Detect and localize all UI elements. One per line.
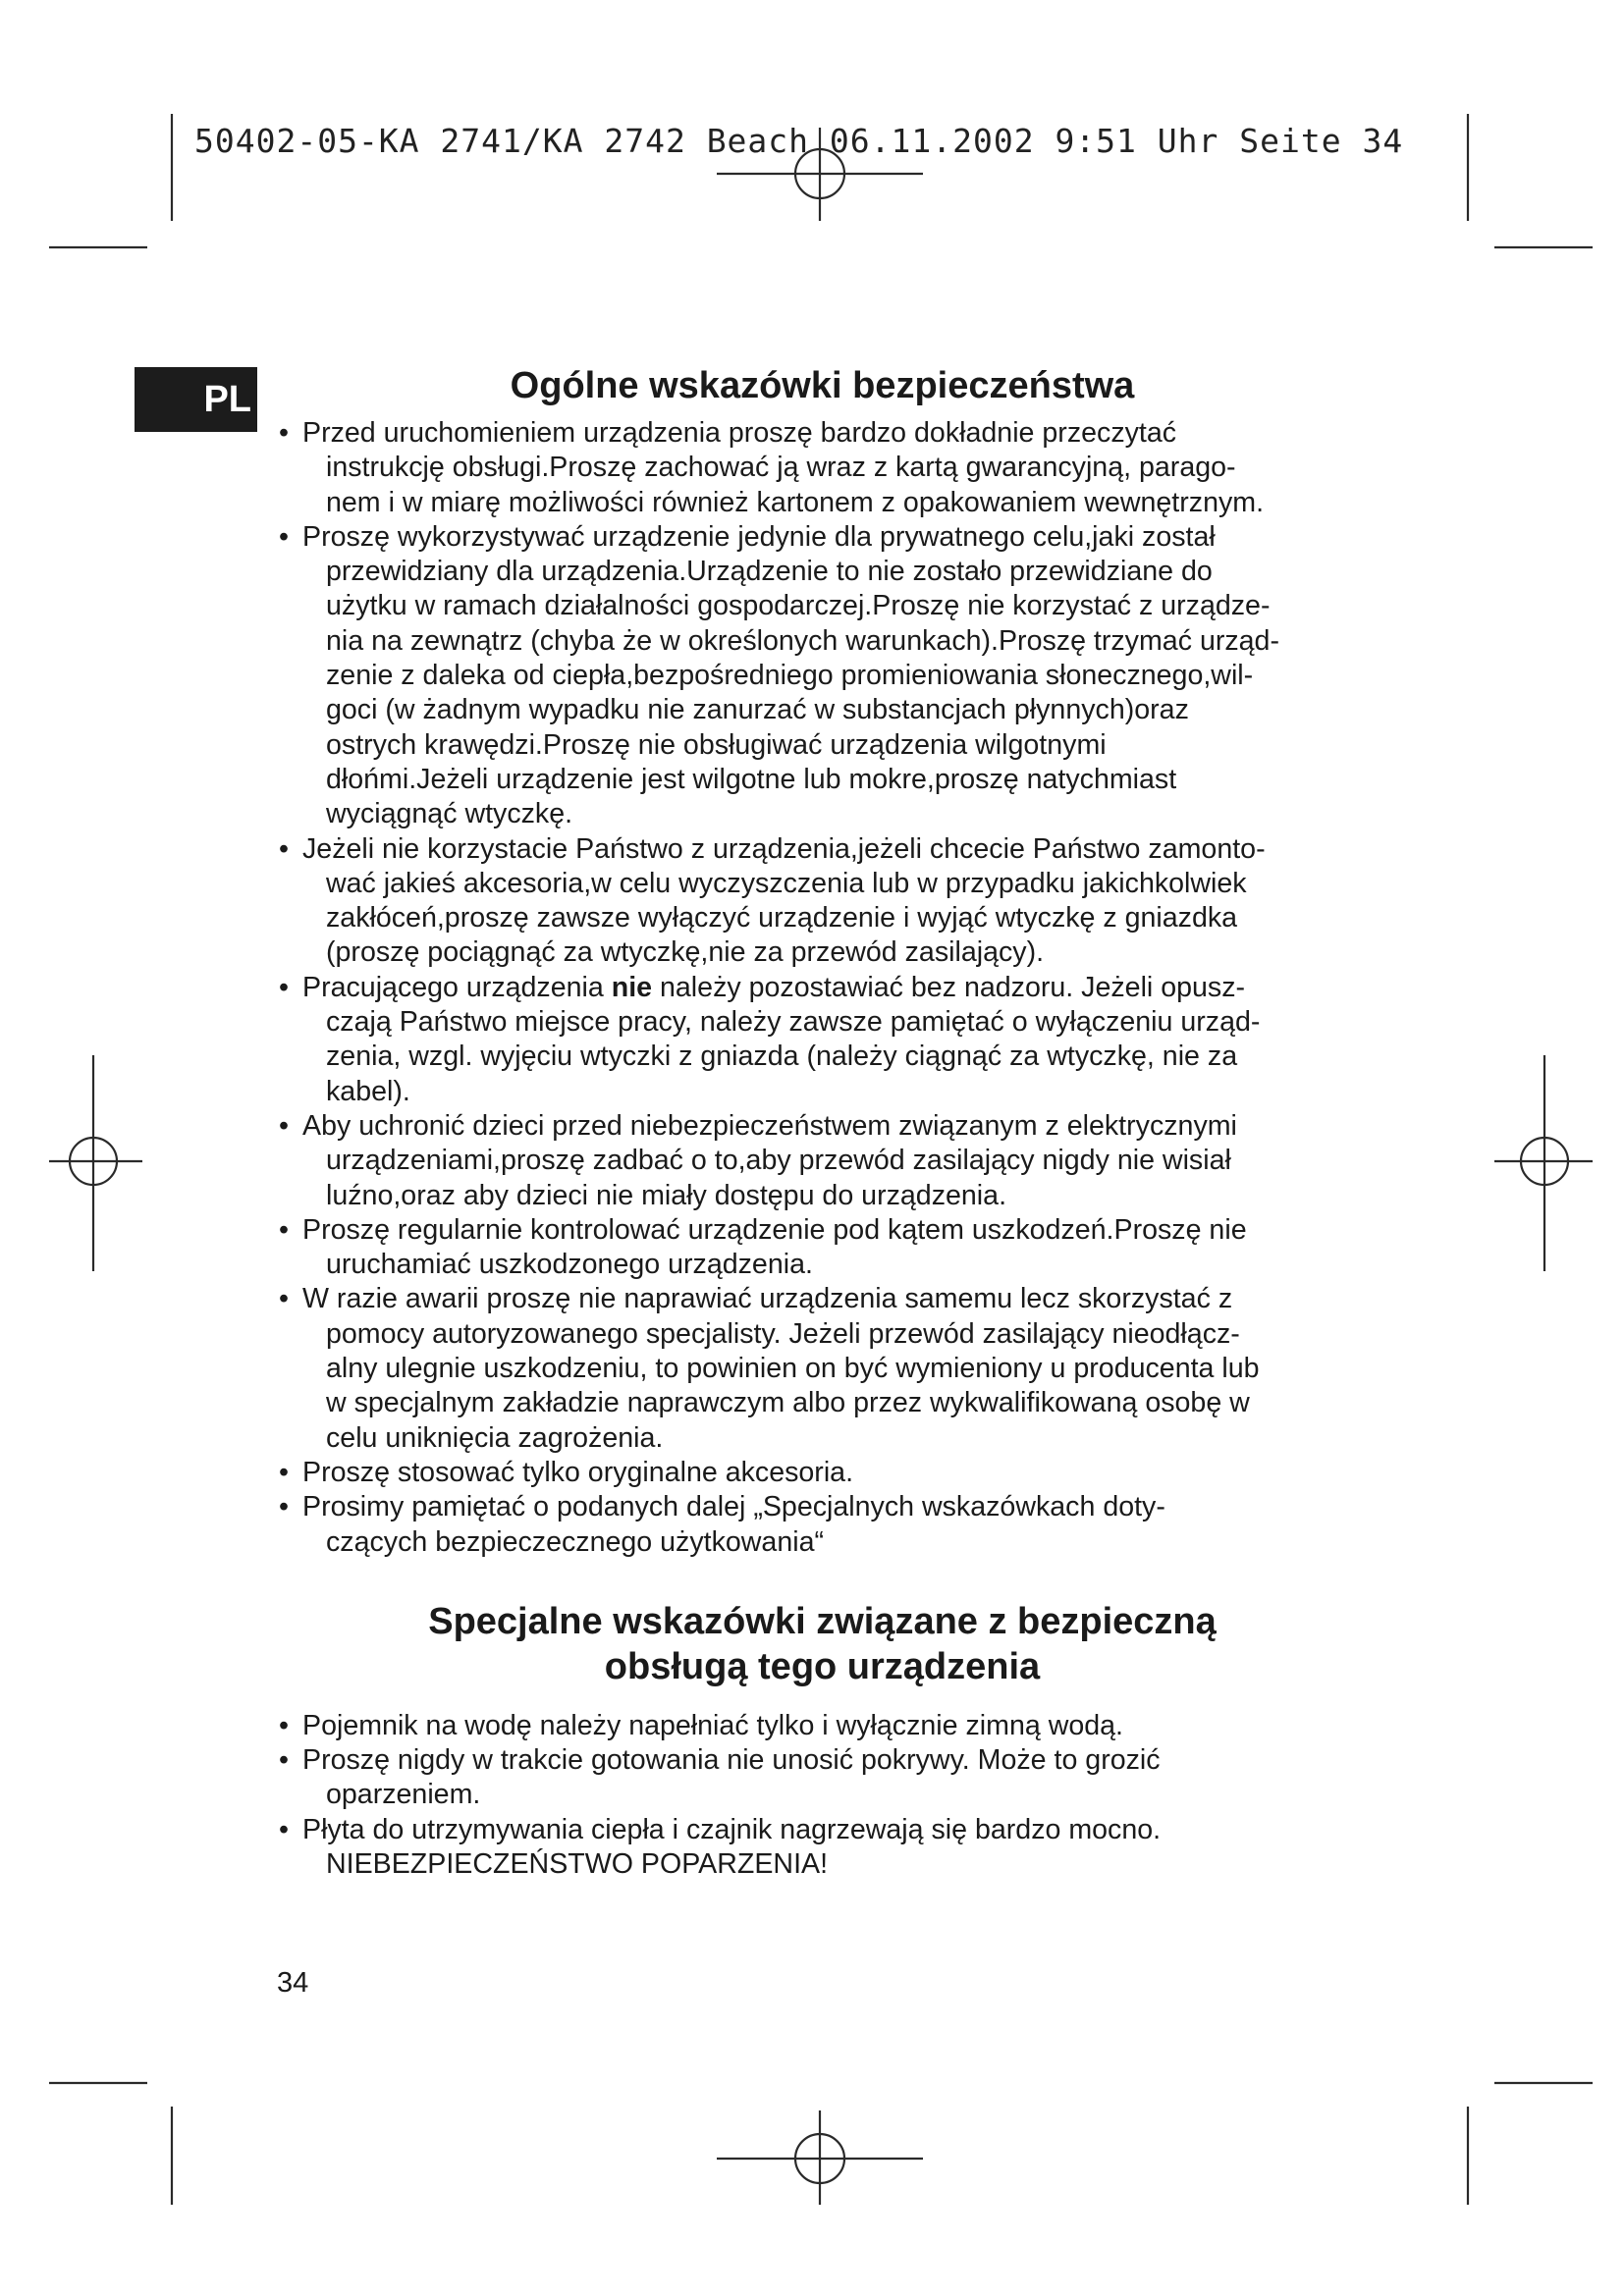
general-safety-list bbox=[265, 416, 1380, 1560]
list-item-line: zenie z daleka od ciepła,bezpośredniego promieniowania słonecznego,wil- bbox=[326, 660, 1254, 692]
list-item bbox=[265, 1213, 1380, 1283]
special-safety-list bbox=[265, 1709, 1380, 1882]
list-item bbox=[265, 1813, 1380, 1883]
text-segment: należy pozostawiać bez nadzoru. Jeżeli opusz- bbox=[652, 971, 1246, 1003]
bullet-icon: • bbox=[279, 1744, 290, 1777]
list-item-line bbox=[302, 971, 1380, 1005]
list-item-line: kabel). bbox=[326, 1075, 410, 1107]
list-item bbox=[265, 1109, 1380, 1213]
list-item-line: w specjalnym zakładzie naprawczym albo przez wykwalifikowaną osobę w bbox=[326, 1387, 1250, 1419]
bullet-icon: • bbox=[279, 1491, 290, 1523]
list-item-line: oparzeniem. bbox=[326, 1779, 481, 1811]
list-item-line: użytku w ramach działalności gospodarczej.Proszę nie korzystać z urządze- bbox=[326, 590, 1271, 622]
page-number: 34 bbox=[277, 1967, 309, 1999]
list-item-line: Proszę regularnie kontrolować urządzenie pod kątem uszkodzeń.Proszę nie bbox=[302, 1213, 1247, 1246]
list-item-line: Proszę wykorzystywać urządzenie jedynie dla prywatnego celu,jaki został bbox=[302, 520, 1216, 553]
list-item-line: NIEBEZPIECZEŃSTWO POPARZENIA! bbox=[326, 1847, 829, 1880]
bullet-icon: • bbox=[279, 1283, 290, 1315]
list-item-line: Proszę stosować tylko oryginalne akcesoria. bbox=[302, 1456, 854, 1488]
list-item bbox=[265, 1456, 1380, 1490]
list-item-line: luźno,oraz aby dzieci nie miały dostępu do urządzenia. bbox=[326, 1179, 1007, 1211]
list-item-line: urządzeniami,proszę zadbać o to,aby przewód zasilający nigdy nie wisiał bbox=[326, 1145, 1231, 1177]
section-2-title-line-2: obsługą tego urządzenia bbox=[604, 1645, 1041, 1687]
list-item-line: zakłóceń,proszę zawsze wyłączyć urządzenie i wyjąć wtyczkę z gniazdka bbox=[326, 902, 1238, 934]
list-item-line: uruchamiać uszkodzonego urządzenia. bbox=[326, 1249, 813, 1281]
section-1-title: Ogólne wskazówki bezpieczeństwa bbox=[510, 365, 1135, 406]
list-item-line: Jeżeli nie korzystacie Państwo z urządzenia,jeżeli chcecie Państwo zamonto- bbox=[302, 832, 1266, 865]
main-content bbox=[265, 353, 1380, 1882]
bullet-icon: • bbox=[279, 1109, 290, 1142]
list-item bbox=[265, 1709, 1380, 1743]
language-tab: PL bbox=[135, 367, 257, 432]
section-2-title bbox=[265, 1599, 1380, 1689]
list-item bbox=[265, 1282, 1380, 1455]
bullet-icon: • bbox=[279, 1213, 290, 1246]
list-item-line: Płyta do utrzymywania ciepła i czajnik nagrzewają się bardzo mocno. bbox=[302, 1813, 1162, 1845]
list-item-line: goci (w żadnym wypadku nie zanurzać w substancjach płynnych)oraz bbox=[326, 694, 1189, 726]
list-item-line: instrukcję obsługi.Proszę zachować ją wraz z kartą gwarancyjną, parago- bbox=[326, 452, 1236, 484]
list-item-line: pomocy autoryzowanego specjalisty. Jeżeli przewód zasilający nieodłącz- bbox=[326, 1317, 1240, 1350]
list-item-line: ostrych krawędzi.Proszę nie obsługiwać urządzenia wilgotnymi bbox=[326, 728, 1107, 761]
list-item-line: celu uniknięcia zagrożenia. bbox=[326, 1421, 664, 1454]
print-slug-header: 50402-05-KA 2741/KA 2742 Beach 06.11.2002 9:51 Uhr Seite 34 bbox=[194, 122, 1404, 160]
text-segment: Pracującego urządzenia bbox=[302, 971, 612, 1003]
list-item-line: Pojemnik na wodę należy napełniać tylko i wyłącznie zimną wodą. bbox=[302, 1709, 1124, 1741]
list-item-line: (proszę pociągnąć za wtyczkę,nie za przewód zasilający). bbox=[326, 936, 1045, 969]
list-item bbox=[265, 971, 1380, 1109]
list-item-line: zenia, wzgl. wyjęciu wtyczki z gniazda (należy ciągnąć za wtyczkę, nie za bbox=[326, 1041, 1238, 1073]
list-item bbox=[265, 416, 1380, 520]
bullet-icon: • bbox=[279, 417, 290, 449]
list-item-line: nem i w miarę możliwości również kartonem z opakowaniem wewnętrznym. bbox=[326, 486, 1265, 518]
list-item-line: dłońmi.Jeżeli urządzenie jest wilgotne lub mokre,proszę natychmiast bbox=[326, 763, 1177, 795]
list-item-line: Prosimy pamiętać o podanych dalej „Specjalnych wskazówkach doty- bbox=[302, 1491, 1165, 1523]
list-item-line: Proszę nigdy w trakcie gotowania nie unosić pokrywy. Może to grozić bbox=[302, 1744, 1161, 1777]
bullet-icon: • bbox=[279, 520, 290, 553]
list-item-line: wać jakieś akcesoria,w celu wyczyszczenia lub w przypadku jakichkolwiek bbox=[326, 867, 1247, 899]
bullet-icon: • bbox=[279, 832, 290, 865]
section-2-title-line-1: Specjalne wskazówki związane z bezpieczną bbox=[428, 1600, 1217, 1642]
list-item-line: W razie awarii proszę nie naprawiać urządzenia samemu lecz skorzystać z bbox=[302, 1283, 1233, 1315]
list-item bbox=[265, 520, 1380, 832]
emphasis-text: nie bbox=[611, 971, 653, 1003]
list-item-line: Aby uchronić dzieci przed niebezpieczeństwem związanym z elektrycznymi bbox=[302, 1109, 1237, 1142]
list-item-line: wyciągnąć wtyczkę. bbox=[326, 798, 573, 830]
list-item-line: czących bezpieczecznego użytkowania“ bbox=[326, 1525, 825, 1558]
bullet-icon: • bbox=[279, 971, 290, 1003]
list-item bbox=[265, 832, 1380, 971]
list-item bbox=[265, 1490, 1380, 1560]
bullet-icon: • bbox=[279, 1813, 290, 1845]
list-item bbox=[265, 1743, 1380, 1813]
list-item-line: alny ulegnie uszkodzeniu, to powinien on być wymieniony u producenta lub bbox=[326, 1353, 1260, 1385]
bullet-icon: • bbox=[279, 1709, 290, 1741]
list-item-line: nia na zewnątrz (chyba że w określonych warunkach).Proszę trzymać urząd- bbox=[326, 624, 1279, 657]
list-item-line: czają Państwo miejsce pracy, należy zawsze pamiętać o wyłączeniu urząd- bbox=[326, 1006, 1261, 1039]
bullet-icon: • bbox=[279, 1456, 290, 1488]
list-item-line: Przed uruchomieniem urządzenia proszę bardzo dokładnie przeczytać bbox=[302, 417, 1177, 449]
list-item-line: przewidziany dla urządzenia.Urządzenie to nie zostało przewidziane do bbox=[326, 556, 1213, 588]
